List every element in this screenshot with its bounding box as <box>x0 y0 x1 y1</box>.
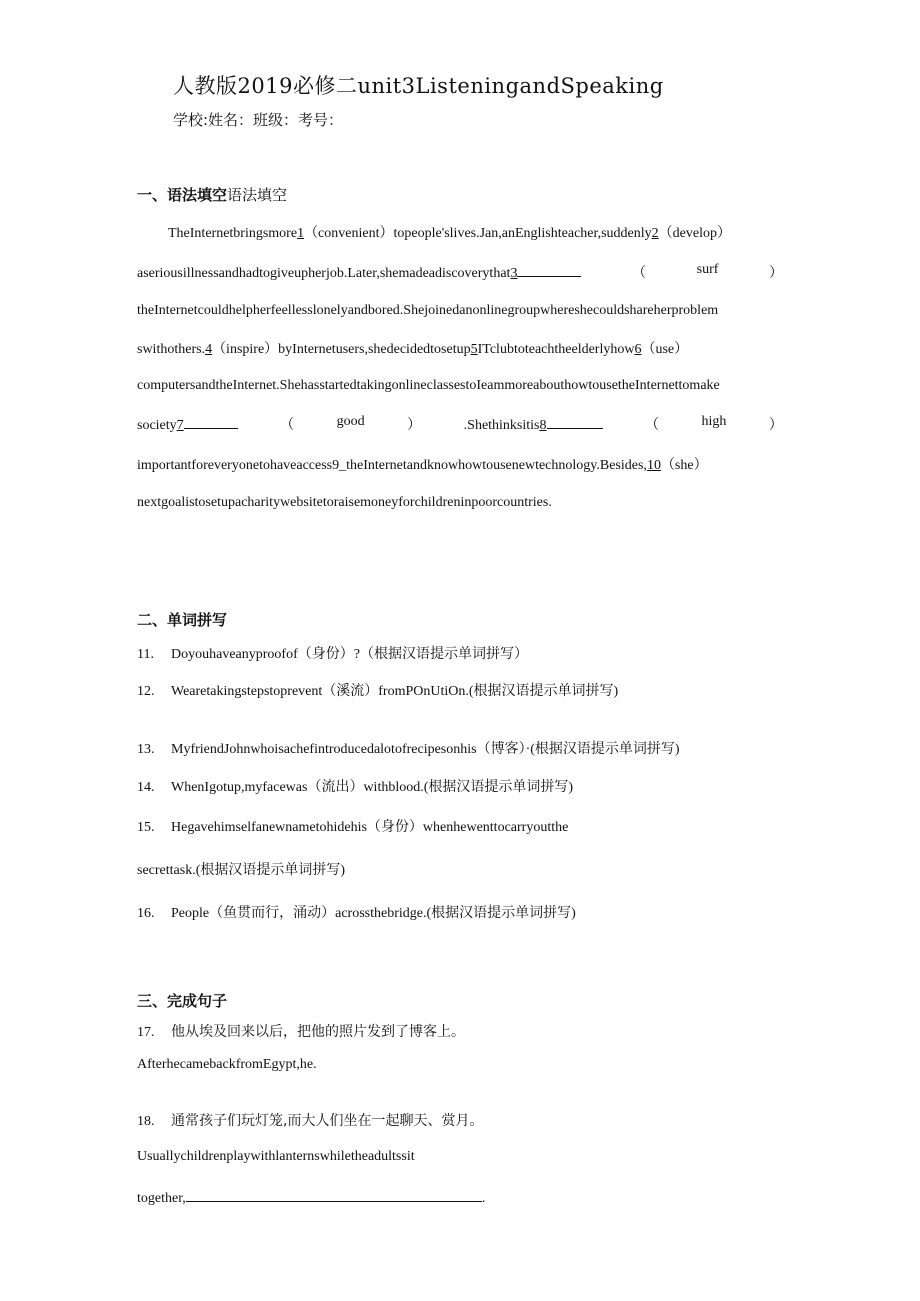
blank-3[interactable]: 3 <box>510 266 518 281</box>
hint-word: surf <box>696 262 719 277</box>
cloze-text: （develop） <box>658 226 731 241</box>
cloze-text: importantforeveryonetohaveaccess9_theInternetandknowhowtousenewtechnology.Besides, <box>137 458 647 473</box>
question-14 <box>137 776 573 796</box>
question-chinese: 他从埃及回来以后，把他的照片发到了博客上。 <box>171 1024 465 1040</box>
student-info-line: 学校:姓名：班级：考号： <box>173 111 344 129</box>
blank-7-line[interactable] <box>184 414 238 429</box>
question-number: 12. <box>137 684 155 699</box>
cloze-text: .Shethinksitis <box>463 418 540 433</box>
cloze-line-7 <box>137 454 708 474</box>
cloze-text: swithothers. <box>137 342 206 357</box>
question-18 <box>137 1110 483 1130</box>
question-17 <box>137 1021 465 1041</box>
section-1-title: 一、语法填空 <box>137 186 228 204</box>
paren-close: ） <box>769 266 783 281</box>
blank-8-line[interactable] <box>547 414 603 429</box>
cloze-text: aseriousillnessandhadtogiveupherjob.Later,shemadeadiscoverythat <box>137 266 511 281</box>
question-number: 14. <box>137 780 155 795</box>
question-16 <box>137 902 576 922</box>
question-18-answer-line <box>137 1187 485 1207</box>
question-11 <box>137 643 528 663</box>
blank-4[interactable]: 4 <box>205 342 213 357</box>
cloze-line-3: theInternetcouldhelpherfeellesslonelyandbored.Shejoinedanonlinegroupwhereshecouldshareherproblem <box>137 303 719 318</box>
paren-open: （ <box>645 418 660 433</box>
blank-10[interactable]: 10 <box>646 458 661 473</box>
cloze-text: （she） <box>660 458 708 473</box>
blank-6[interactable]: 6 <box>634 342 642 357</box>
cloze-text: TheInternetbringsmore <box>168 226 298 241</box>
paren-close: ） <box>407 418 422 433</box>
cloze-line-4 <box>137 338 688 358</box>
cloze-text: （use） <box>641 342 689 357</box>
answer-period: . <box>481 1191 486 1206</box>
question-text: Hegavehimselfanewnametohidehis（身份）whenhewenttocarryoutthe <box>171 820 569 835</box>
cloze-line-6 <box>137 414 783 434</box>
paren-open: （ <box>632 266 647 281</box>
question-number: 18. <box>137 1114 155 1129</box>
blank-2[interactable]: 2 <box>651 226 659 241</box>
paren-open: （ <box>280 418 295 433</box>
document-title: 人教版2019必修二unit3ListeningandSpeaking <box>173 74 664 98</box>
cloze-line-1 <box>168 222 731 242</box>
section-1-subtitle: 语法填空 <box>227 186 288 204</box>
question-12 <box>137 680 618 700</box>
question-15 <box>137 816 568 836</box>
blank-1[interactable]: 1 <box>297 226 305 241</box>
cloze-line-8: nextgoalistosetupacharitywebsitetoraisemoneyforchildreninpoorcountries. <box>137 495 552 510</box>
paren-close: ） <box>768 418 783 433</box>
cloze-line-5: computersandtheInternet.ShehasstartedtakingonlineclassestoIeammoreabouthowtousetheInternettomake <box>137 378 720 393</box>
question-text: WhenIgotup,myfacewas（流出）withblood.(根据汉语提示单词拼写) <box>171 780 574 795</box>
question-text: People（鱼贯而行，涌动）acrossthebridge.(根据汉语提示单词拼写) <box>171 906 576 921</box>
question-text: Doyouhaveanyproofof（身份）?（根据汉语提示单词拼写） <box>171 647 528 662</box>
hint-word: high <box>701 414 727 429</box>
blank-3-line[interactable] <box>517 262 581 277</box>
question-number: 13. <box>137 742 155 757</box>
question-13 <box>137 738 680 758</box>
question-number: 17. <box>137 1025 155 1040</box>
answer-blank[interactable] <box>186 1187 482 1202</box>
cloze-text: （inspire）byInternetusers,shedecidedtosetup <box>212 342 471 357</box>
cloze-line-2 <box>137 262 783 282</box>
hint-word: good <box>336 414 365 429</box>
cloze-text: ITclubtoteachtheelderlyhow <box>477 342 635 357</box>
cloze-text: （convenient）topeople'slives.Jan,anEnglishteacher,suddenly <box>304 226 652 241</box>
question-number: 11. <box>137 647 154 662</box>
blank-5[interactable]: 5 <box>470 342 478 357</box>
question-text: Wearetakingstepstoprevent（溪流）fromPOnUtiOn.(根据汉语提示单词拼写) <box>171 684 619 699</box>
section-1-heading <box>137 184 287 205</box>
question-15-continued: secrettask.(根据汉语提示单词拼写) <box>137 863 346 878</box>
blank-8[interactable]: 8 <box>539 418 547 433</box>
question-number: 15. <box>137 820 155 835</box>
question-18-english-line: Usuallychildrenplaywithlanternswhiletheadultssit <box>137 1149 415 1164</box>
question-chinese: 通常孩子们玩灯笼,而大人们坐在一起聊天、赏月。 <box>171 1113 484 1129</box>
question-17-answer-line: AfterhecamebackfromEgypt,he. <box>137 1057 317 1072</box>
answer-prefix: together, <box>137 1191 186 1206</box>
cloze-text: society <box>137 418 177 433</box>
blank-7[interactable]: 7 <box>176 418 184 433</box>
section-3-heading: 三、完成句子 <box>137 992 228 1010</box>
question-number: 16. <box>137 906 155 921</box>
section-2-heading: 二、单词拼写 <box>137 611 228 629</box>
question-text: MyfriendJohnwhoisachefintroducedalotofrecipesonhis（博客）·(根据汉语提示单词拼写) <box>171 742 680 757</box>
